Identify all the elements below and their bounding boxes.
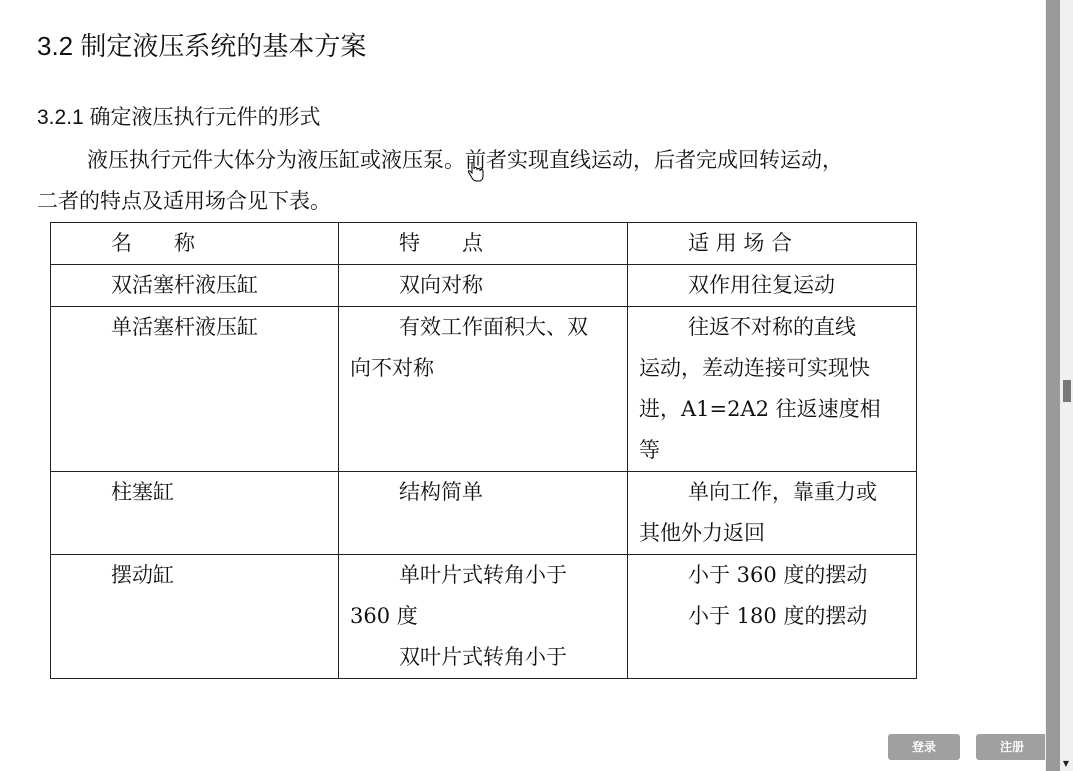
subsection-heading: 3.2.1 确定液压执行元件的形式 [37, 106, 321, 129]
table-row [51, 307, 917, 472]
header-uses: 适 用 场 合 [628, 223, 917, 265]
row-features: 双向对称 [339, 265, 628, 307]
scrollbar-track[interactable] [1046, 0, 1060, 771]
row-uses: 单向工作，靠重力或 其他外力返回 [628, 472, 917, 555]
table-row [51, 555, 917, 679]
row-features: 单叶片式转角小于 360 度 双叶片式转角小于 [339, 555, 628, 679]
section-heading: 3.2 制定液压系统的基本方案 [37, 31, 367, 61]
row-name: 双活塞杆液压缸 [51, 265, 339, 307]
paragraph-line-2: 二者的特点及适用场合见下表。 [37, 189, 331, 213]
row-uses: 双作用往复运动 [628, 265, 917, 307]
table-row [51, 472, 917, 555]
row-uses: 小于 360 度的摆动 小于 180 度的摆动 [628, 555, 917, 679]
table-header-row [51, 223, 917, 265]
scroll-down-arrow-icon[interactable]: ▼ [1062, 759, 1070, 768]
row-name: 单活塞杆液压缸 [51, 307, 339, 472]
login-button[interactable]: 登录 [888, 734, 960, 760]
table-row [51, 265, 917, 307]
row-uses: 往返不对称的直线 运动，差动连接可实现快 进，A1=2A2 往返速度相 等 [628, 307, 917, 472]
row-name: 摆动缸 [51, 555, 339, 679]
row-features: 结构简单 [339, 472, 628, 555]
actuator-table [50, 222, 917, 679]
header-features: 特 点 [339, 223, 628, 265]
header-name: 名 称 [51, 223, 339, 265]
row-features: 有效工作面积大、双 向不对称 [339, 307, 628, 472]
vertical-scrollbar[interactable] [1045, 0, 1073, 771]
paragraph-line-1: 液压执行元件大体分为液压缸或液压泵。前者实现直线运动，后者完成回转运动， [87, 148, 843, 172]
intro-paragraph [37, 140, 942, 222]
hand-cursor-icon [467, 162, 485, 182]
row-name: 柱塞缸 [51, 472, 339, 555]
scrollbar-thumb[interactable] [1063, 380, 1071, 402]
register-button[interactable]: 注册 [976, 734, 1045, 760]
